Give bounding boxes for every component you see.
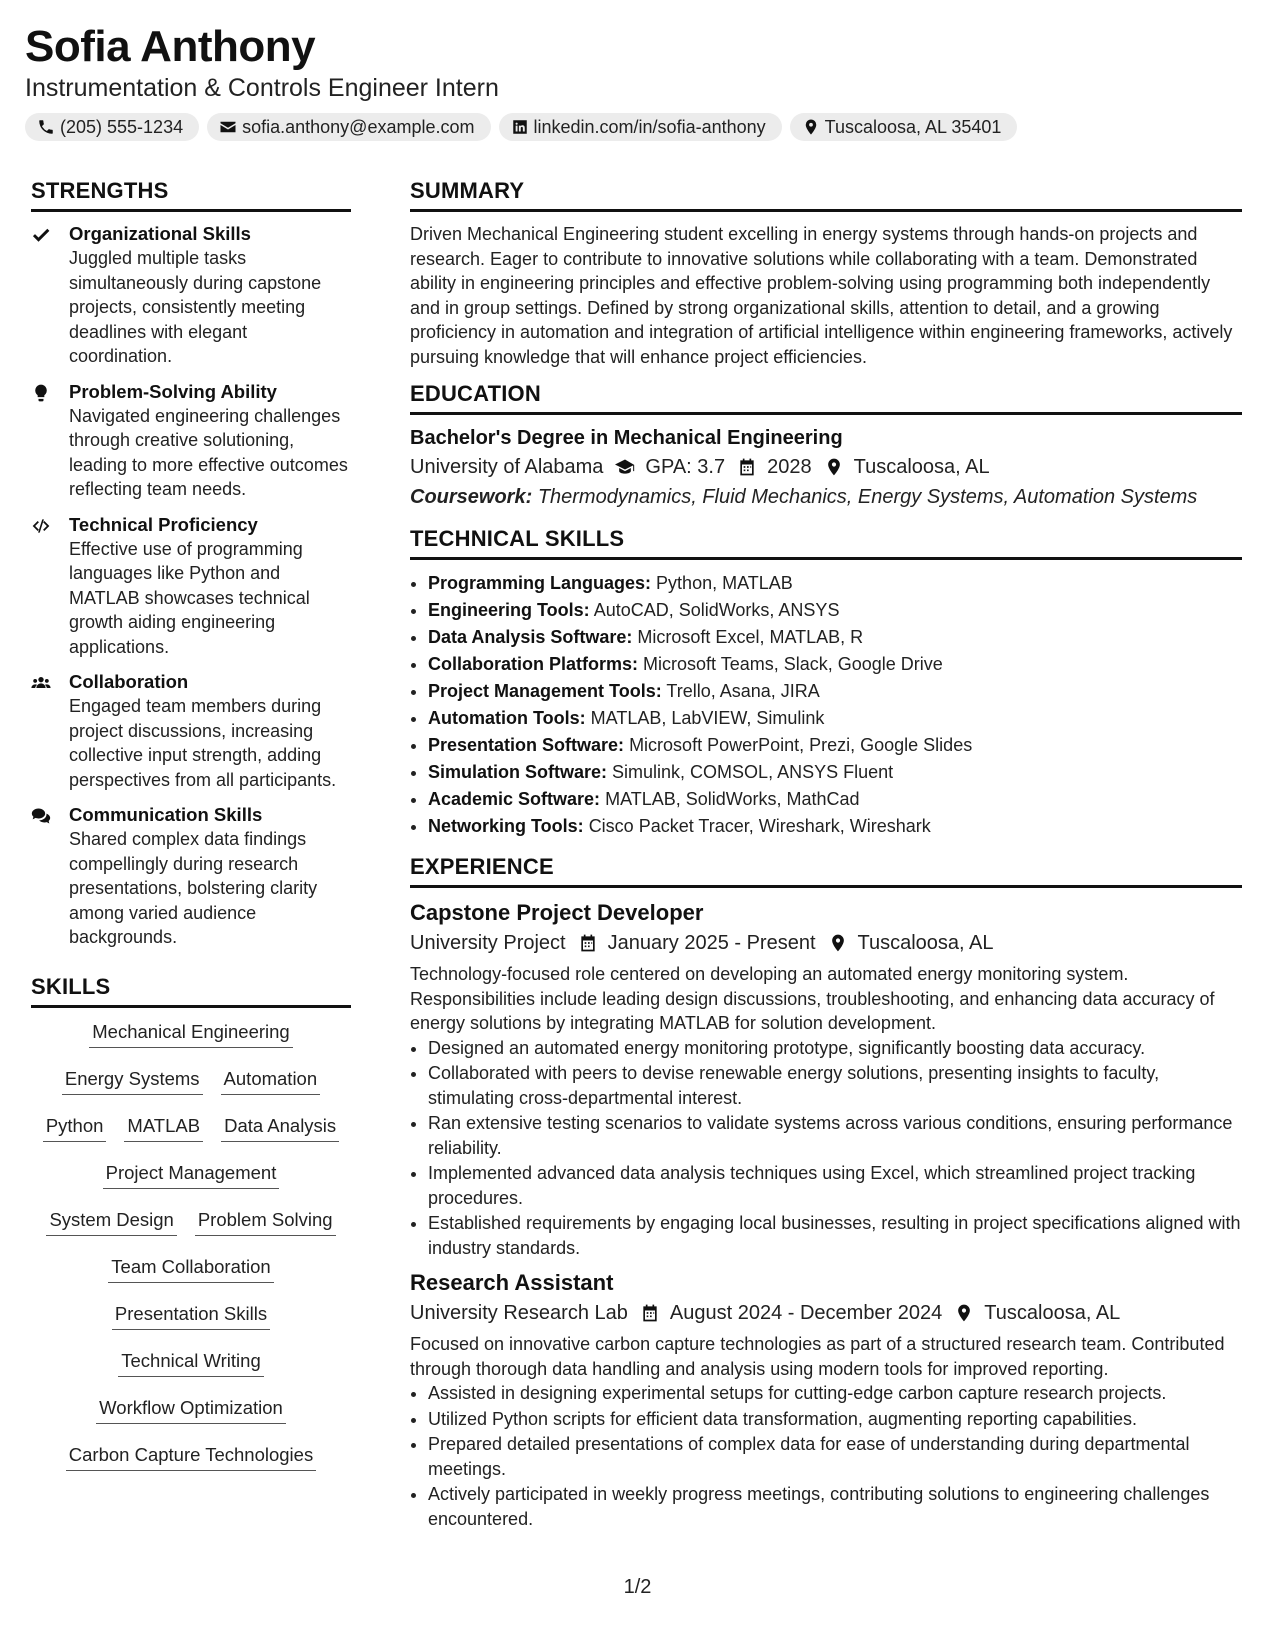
job-org: University Research Lab — [410, 1302, 628, 1324]
list-item: • Implemented advanced data analysis techniques using Excel, which streamlined project tracking procedures. — [428, 1161, 1242, 1210]
tech-value: AutoCAD, SolidWorks, ANSYS — [593, 600, 840, 620]
technical-skills-title: TECHNICAL SKILLS — [410, 526, 1242, 560]
calendar-icon — [578, 933, 598, 953]
skill-tag: Data Analysis — [221, 1114, 339, 1142]
list-item — [428, 732, 1242, 759]
list-item: • Ran extensive testing scenarios to validate systems across various conditions, ensuring performance reliability. — [428, 1111, 1242, 1160]
tech-label: Presentation Software: — [428, 735, 625, 755]
list-item — [428, 570, 1242, 597]
strength-item — [31, 513, 351, 660]
location-text: Tuscaloosa, AL 35401 — [824, 116, 1002, 137]
tech-label: Simulation Software: — [428, 762, 608, 782]
contact-phone[interactable] — [25, 113, 199, 141]
list-item — [428, 678, 1242, 705]
job-bullets — [410, 1036, 1242, 1261]
tech-label: Collaboration Platforms: — [428, 654, 639, 674]
education-school: University of Alabama — [410, 456, 604, 478]
job-title: Research Assistant — [410, 1270, 614, 1295]
calendar-icon — [737, 457, 757, 477]
education-degree: Bachelor's Degree in Mechanical Engineering — [410, 427, 843, 449]
tech-value: Cisco Packet Tracer, Wireshark, Wireshark — [588, 816, 931, 836]
list-item: • Utilized Python scripts for efficient data transformation, augmenting reporting capabilities. — [428, 1407, 1242, 1432]
linkedin-icon — [511, 118, 529, 136]
strength-title: Problem-Solving Ability — [69, 380, 277, 402]
job-bullets — [410, 1381, 1242, 1531]
map-pin-icon — [954, 1303, 974, 1323]
lightbulb-icon — [31, 383, 51, 403]
tech-value: Simulink, COMSOL, ANSYS Fluent — [612, 762, 894, 782]
strength-item — [31, 380, 351, 502]
tech-value: MATLAB, LabVIEW, Simulink — [590, 708, 825, 728]
strength-title: Collaboration — [69, 671, 189, 692]
list-item — [428, 651, 1242, 678]
experience-title: EXPERIENCE — [410, 854, 1242, 888]
coursework-label: Coursework: — [410, 486, 533, 508]
skill-tag: Presentation Skills — [112, 1302, 270, 1330]
tech-label: Engineering Tools: — [428, 600, 590, 620]
map-pin-icon — [828, 933, 848, 953]
skill-tag: Carbon Capture Technologies — [66, 1443, 316, 1471]
contact-email[interactable] — [207, 113, 490, 141]
candidate-role: Instrumentation & Controls Engineer Intern — [25, 74, 499, 102]
education-gpa: GPA: 3.7 — [645, 456, 726, 478]
contact-bar — [25, 113, 1017, 141]
skill-tag: Energy Systems — [62, 1067, 203, 1095]
tech-value: Microsoft PowerPoint, Prezi, Google Slides — [629, 735, 973, 755]
strength-item — [31, 803, 351, 950]
tech-label: Academic Software: — [428, 789, 601, 809]
skill-tag: Team Collaboration — [108, 1255, 273, 1283]
left-column — [31, 178, 351, 1488]
checkmark-icon — [31, 225, 51, 245]
tech-value: MATLAB, SolidWorks, MathCad — [605, 789, 860, 809]
tech-value: Python, MATLAB — [656, 573, 793, 593]
job-dates: January 2025 - Present — [607, 932, 816, 954]
contact-linkedin[interactable] — [499, 113, 782, 141]
tech-value: Microsoft Teams, Slack, Google Drive — [643, 654, 943, 674]
education-title: EDUCATION — [410, 381, 1242, 415]
technical-skills-list — [410, 570, 1242, 840]
code-icon — [31, 516, 51, 536]
envelope-icon — [219, 118, 237, 136]
strength-desc: Engaged team members during project discussions, increasing collective input strength, adding perspectives from all participants. — [69, 696, 337, 790]
users-icon — [31, 673, 51, 693]
strength-title: Technical Proficiency — [69, 513, 258, 535]
education-location: Tuscaloosa, AL — [853, 456, 990, 478]
list-item — [428, 813, 1242, 840]
right-column — [410, 178, 1242, 1539]
coursework-list: Thermodynamics, Fluid Mechanics, Energy Systems, Automation Systems — [537, 486, 1198, 508]
job-dates: August 2024 - December 2024 — [669, 1302, 943, 1324]
linkedin-text: linkedin.com/in/sofia-anthony — [533, 116, 766, 137]
job-org: University Project — [410, 932, 566, 954]
skills-title: SKILLS — [31, 974, 351, 1008]
candidate-name: Sofia Anthony — [25, 22, 316, 71]
skill-tag: Workflow Optimization — [96, 1396, 286, 1424]
job-description: Focused on innovative carbon capture technologies as part of a structured research team. Contributed through thorough data handling and analysis using modern tools for improved reporting. — [410, 1334, 1225, 1379]
tech-label: Project Management Tools: — [428, 681, 662, 701]
email-text: sofia.anthony@example.com — [242, 116, 475, 137]
tech-label: Automation Tools: — [428, 708, 586, 728]
list-item: • Established requirements by engaging local businesses, resulting in project specifications aligned with industry standards. — [428, 1211, 1242, 1260]
comments-icon — [31, 806, 51, 826]
tech-label: Data Analysis Software: — [428, 627, 633, 647]
list-item: • Prepared detailed presentations of complex data for ease of understanding during departmental meetings. — [428, 1432, 1242, 1481]
experience-entry — [410, 898, 1242, 1260]
skill-tag: Project Management — [103, 1161, 280, 1189]
skill-tag: Technical Writing — [118, 1349, 264, 1377]
strength-desc: Navigated engineering challenges through creative solutioning, leading to more effective outcomes reflecting team needs. — [69, 405, 348, 499]
job-meta — [410, 1298, 1242, 1328]
summary-title: SUMMARY — [410, 178, 1242, 212]
list-item: • Actively participated in weekly progress meetings, contributing solutions to engineering challenges encountered. — [428, 1482, 1242, 1531]
phone-text: (205) 555-1234 — [60, 116, 184, 137]
map-pin-icon — [824, 457, 844, 477]
strengths-title: STRENGTHS — [31, 178, 351, 212]
list-item — [428, 624, 1242, 651]
phone-icon — [37, 118, 55, 136]
job-meta — [410, 928, 1242, 958]
skill-tag: System Design — [46, 1208, 176, 1236]
job-location: Tuscaloosa, AL — [984, 1302, 1121, 1324]
list-item: • Collaborated with peers to devise renewable energy solutions, presenting insights to faculty, stimulating cross-departmental interest. — [428, 1061, 1242, 1110]
page-number: 1/2 — [623, 1576, 652, 1598]
education-year: 2028 — [767, 456, 812, 478]
strength-desc: Juggled multiple tasks simultaneously during capstone projects, consistently meeting deadlines with elegant coordination. — [69, 248, 322, 366]
strength-title: Organizational Skills — [69, 223, 251, 244]
job-description: Technology-focused role centered on developing an automated energy monitoring system. Responsibilities include leading design discussions, troubleshooting, and enhancing data accuracy of energy solutions by integrating MATLAB for solution development. — [410, 964, 1215, 1033]
strength-item — [31, 222, 351, 369]
graduation-cap-icon — [615, 457, 635, 477]
strength-item — [31, 670, 351, 792]
job-location: Tuscaloosa, AL — [857, 932, 994, 954]
list-item — [428, 705, 1242, 732]
strength-title: Communication Skills — [69, 804, 263, 825]
map-pin-icon — [802, 118, 820, 136]
list-item — [428, 786, 1242, 813]
tech-label: Programming Languages: — [428, 573, 652, 593]
skill-tag: Problem Solving — [195, 1208, 336, 1236]
skill-tag: Mechanical Engineering — [89, 1020, 292, 1048]
list-item — [428, 759, 1242, 786]
list-item: • Designed an automated energy monitoring prototype, significantly boosting data accuracy. — [428, 1036, 1242, 1061]
list-item — [428, 597, 1242, 624]
skills-tag-cloud — [31, 1018, 351, 1488]
skill-tag: MATLAB — [124, 1114, 203, 1142]
education-coursework — [410, 482, 1242, 512]
strength-desc: Shared complex data findings compellingly during research presentations, bolstering clarity among varied audience backgrounds. — [69, 829, 318, 947]
education-meta — [410, 452, 1242, 482]
tech-value: Trello, Asana, JIRA — [666, 681, 820, 701]
calendar-icon — [640, 1303, 660, 1323]
tech-value: Microsoft Excel, MATLAB, R — [637, 627, 864, 647]
tech-label: Networking Tools: — [428, 816, 584, 836]
skill-tag: Automation — [221, 1067, 321, 1095]
job-title: Capstone Project Developer — [410, 900, 704, 925]
strength-desc: Effective use of programming languages like Python and MATLAB showcases technical growth aiding engineering applications. — [69, 538, 310, 657]
list-item: • Assisted in designing experimental setups for cutting-edge carbon capture research projects. — [428, 1381, 1242, 1406]
contact-location[interactable] — [790, 113, 1018, 141]
skill-tag: Python — [43, 1114, 107, 1142]
summary-text: Driven Mechanical Engineering student excelling in energy systems through hands-on projects and research. Eager to contribute to innovative solutions while collaborating with a team. Demonstrated ability in engineering principles and effective problem-solving using programming both independently and in group settings. Defined by strong organizational skills, attention to detail, and a growing proficiency in automation and integration of artificial intelligence within engineering frameworks, actively pursuing knowledge that will enhance project efficiencies. — [410, 224, 1233, 367]
experience-entry — [410, 1268, 1242, 1531]
